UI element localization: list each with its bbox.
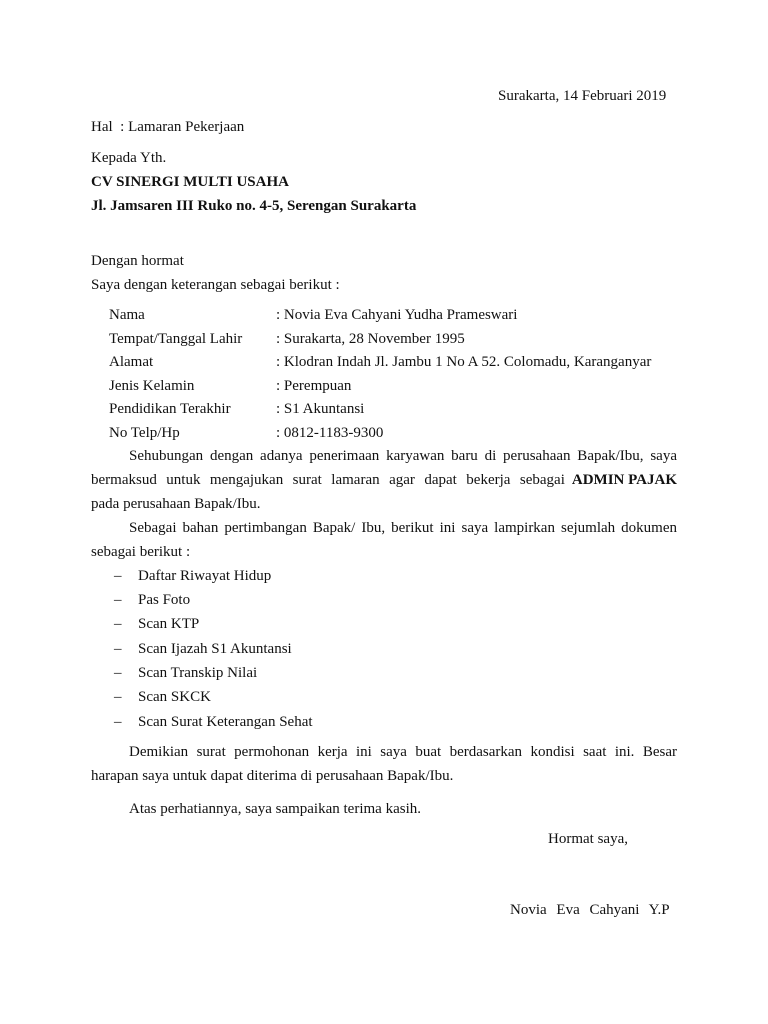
detail-row — [109, 350, 689, 374]
subject-label: Hal — [91, 119, 113, 135]
detail-label: Pendidikan Terakhir — [109, 401, 231, 417]
detail-value: : Surakarta, 28 November 1995 — [276, 331, 465, 347]
detail-value: : 0812-1183-9300 — [276, 425, 384, 441]
detail-value: : Klodran Indah Jl. Jambu 1 No A 52. Colomadu, Karanganyar — [276, 354, 652, 370]
dash-bullet: – — [114, 616, 122, 632]
attachment-label: Scan KTP — [138, 616, 200, 632]
dash-bullet: – — [114, 568, 122, 584]
recipient-address: Jl. Jamsaren III Ruko no. 4-5, Serengan Surakarta — [91, 198, 417, 214]
detail-label: Alamat — [109, 354, 154, 370]
detail-row — [109, 374, 689, 398]
dash-bullet: – — [114, 641, 122, 657]
subject-line — [91, 115, 244, 139]
attachment-label: Scan Surat Keterangan Sehat — [138, 714, 313, 730]
recipient-company: CV SINERGI MULTI USAHA — [91, 174, 289, 190]
detail-label: Nama — [109, 307, 145, 323]
paragraph-line: sebagai berikut : — [91, 544, 191, 560]
paragraph-text: bermaksud untuk mengajukan surat lamaran agar dapat bekerja sebagai — [91, 472, 565, 488]
detail-label: Jenis Kelamin — [109, 378, 195, 394]
detail-row — [109, 397, 689, 421]
detail-row — [109, 421, 689, 445]
position-applied: ADMIN PAJAK — [571, 472, 677, 488]
detail-row — [109, 327, 689, 351]
attachment-label: Pas Foto — [138, 592, 191, 608]
detail-value: : Novia Eva Cahyani Yudha Prameswari — [276, 307, 518, 323]
detail-label: Tempat/Tanggal Lahir — [109, 331, 243, 347]
dash-bullet: – — [114, 689, 122, 705]
recipient-label: Kepada Yth. — [91, 150, 167, 166]
attachment-label: Daftar Riwayat Hidup — [138, 568, 272, 584]
detail-row — [109, 303, 689, 327]
dash-bullet: – — [114, 592, 122, 608]
thanks-text: Atas perhatiannya, saya sampaikan terima kasih. — [129, 801, 421, 817]
greeting: Dengan hormat — [91, 253, 184, 269]
attachment-label: Scan Transkip Nilai — [138, 665, 258, 681]
place-date: Surakarta, 14 Februari 2019 — [498, 88, 667, 104]
dash-bullet: – — [114, 714, 122, 730]
paragraph-line — [91, 468, 677, 492]
paragraph-line: Sehubungan dengan adanya penerimaan karyawan baru di perusahaan Bapak/Ibu, saya — [129, 448, 677, 464]
signature-name: Novia Eva Cahyani Y.P — [510, 902, 670, 918]
subject-value: : Lamaran Pekerjaan — [120, 119, 245, 135]
detail-label: No Telp/Hp — [109, 425, 180, 441]
paragraph-line: Sebagai bahan pertimbangan Bapak/ Ibu, berikut ini saya lampirkan sejumlah dokumen — [129, 520, 677, 536]
paragraph-line: harapan saya untuk dapat diterima di perusahaan Bapak/Ibu. — [91, 768, 454, 784]
detail-value: : S1 Akuntansi — [276, 401, 365, 417]
paragraph-line: Demikian surat permohonan kerja ini saya buat berdasarkan kondisi saat ini. Besar — [129, 744, 677, 760]
closing-salutation: Hormat saya, — [548, 831, 628, 847]
paragraph-line: pada perusahaan Bapak/Ibu. — [91, 496, 261, 512]
attachment-label: Scan SKCK — [138, 689, 211, 705]
intro-text: Saya dengan keterangan sebagai berikut : — [91, 277, 340, 293]
detail-value: : Perempuan — [276, 378, 352, 394]
dash-bullet: – — [114, 665, 122, 681]
attachment-label: Scan Ijazah S1 Akuntansi — [138, 641, 292, 657]
